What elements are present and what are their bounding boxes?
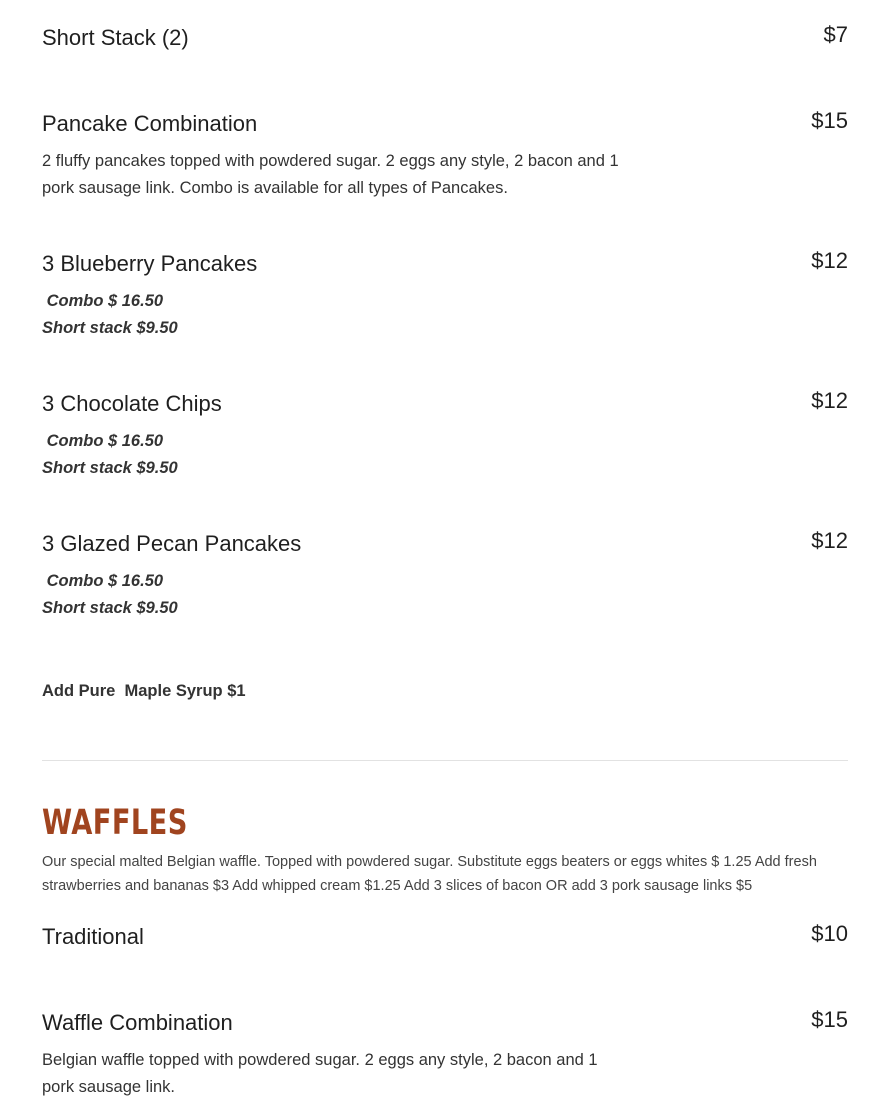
menu-item-waffle-combination: [42, 1009, 848, 1101]
short-stack-price: Short stack $9.50: [42, 319, 178, 337]
item-price: $12: [811, 248, 848, 273]
menu-item-blueberry-pancakes: [42, 250, 848, 342]
menu-item-chocolate-chips: [42, 390, 848, 482]
item-name: 3 Blueberry Pancakes: [42, 251, 258, 276]
section-description: Our special malted Belgian waffle. Topped with powdered sugar. Substitute eggs beaters or eggs whites $ 1.25 Add fresh strawberries and bananas $3 Add whipped cream $1.25 Add 3 slices of bacon OR add 3 pork sausage links $5: [42, 854, 817, 894]
item-name: Short Stack (2): [42, 25, 189, 50]
item-price: $15: [811, 1007, 848, 1032]
short-stack-price: Short stack $9.50: [42, 599, 178, 617]
menu-item-pancake-combination: [42, 110, 848, 202]
item-price: $15: [811, 108, 848, 133]
item-description: 2 fluffy pancakes topped with powdered sugar. 2 eggs any style, 2 bacon and 1 pork sausage link. Combo is available for all types of Pancakes.: [42, 152, 619, 197]
section-title-waffles: WAFFLES: [42, 803, 188, 843]
addon-note: Add Pure Maple Syrup $1: [42, 682, 246, 700]
combo-price: Combo $ 16.50: [42, 292, 164, 310]
menu-item-glazed-pecan-pancakes: [42, 530, 848, 622]
item-name: Traditional: [42, 924, 144, 949]
item-name: Pancake Combination: [42, 111, 258, 136]
item-name: Waffle Combination: [42, 1010, 233, 1035]
item-price: $7: [823, 22, 848, 47]
combo-price: Combo $ 16.50: [42, 572, 164, 590]
item-description: Belgian waffle topped with powdered sugar. 2 eggs any style, 2 bacon and 1 pork sausage link.: [42, 1051, 598, 1096]
item-name: 3 Glazed Pecan Pancakes: [42, 531, 302, 556]
item-name: 3 Chocolate Chips: [42, 391, 222, 416]
item-price: $12: [811, 528, 848, 553]
item-price: $10: [811, 921, 848, 946]
menu-item-traditional-waffle: [42, 923, 848, 951]
section-divider: [42, 760, 848, 761]
short-stack-price: Short stack $9.50: [42, 459, 178, 477]
item-price: $12: [811, 388, 848, 413]
menu-item-short-stack: [42, 24, 848, 52]
combo-price: Combo $ 16.50: [42, 432, 164, 450]
